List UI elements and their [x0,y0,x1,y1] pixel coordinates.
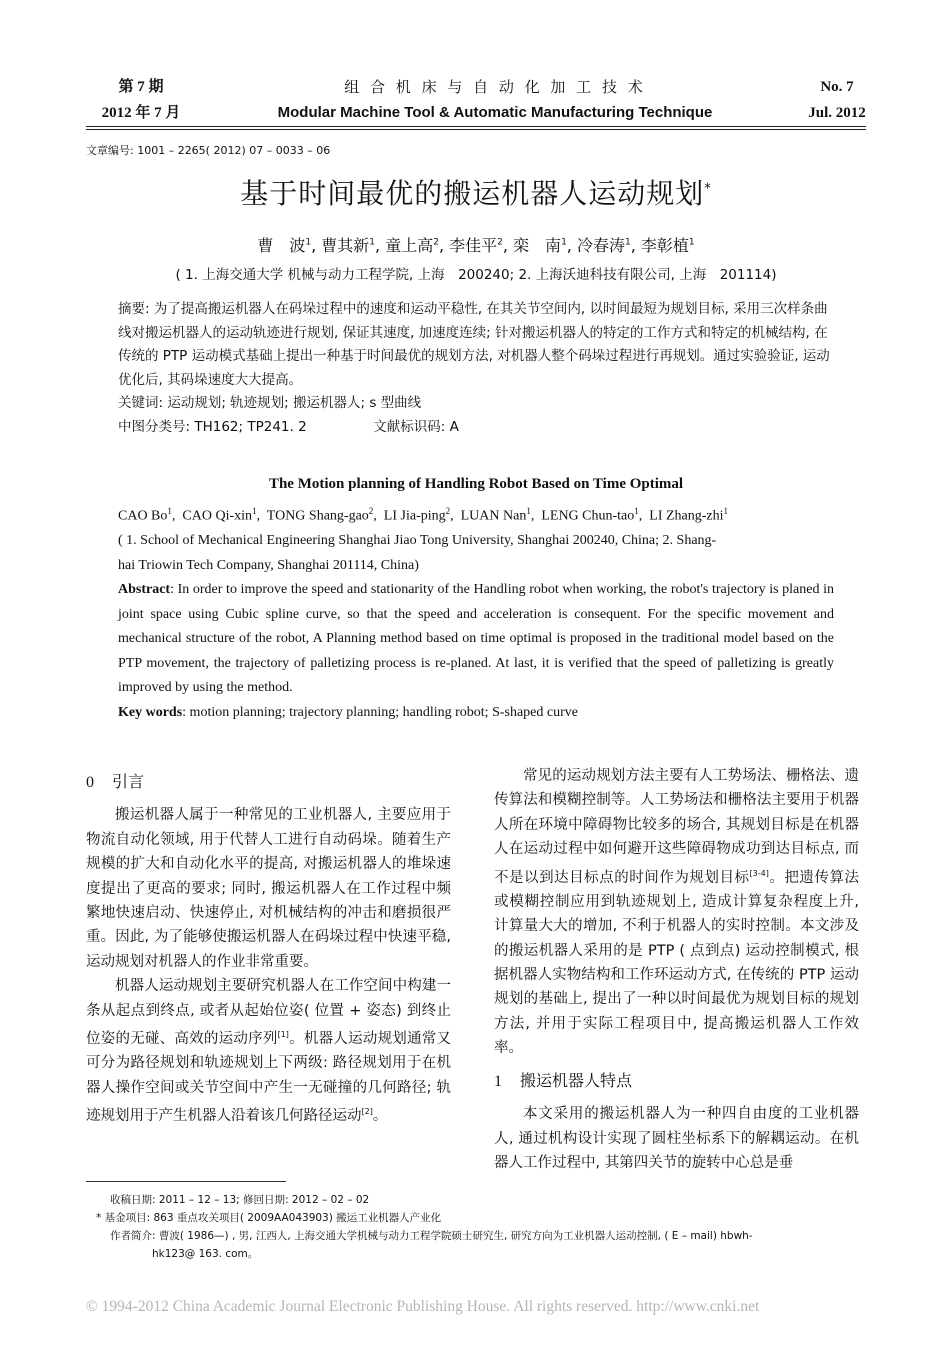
text: 常见的运动规划方法主要有人工势场法、栅格法、遗传算法和模糊控制等。人工势场法和栅格法主要用于机器人所在环境中障碍物比较多的场合, 其规划目标是在机器人在运动过程中如何避开这些障碍物成功到达目标点, 而不是以到达目标点的时间作为规划目标 [494,768,859,886]
author: 栾 南 [513,236,562,255]
paper-title-cn [86,172,866,212]
author-sup: 2 [497,237,503,248]
author-en-sup: 2 [368,506,374,516]
author-en-sup: 2 [445,506,451,516]
author-en-sup: 1 [167,506,172,516]
received-date: 收稿日期: 2011 – 12 – 13; 修回日期: 2012 – 02 – 02 [110,1194,370,1206]
header-center [200,74,790,126]
affiliation-cn: ( 1. 上海交通大学 机械与动力工程学院, 上海 200240; 2. 上海沃迪科技有限公司, 上海 201114) [175,267,777,283]
date-en: Jul. 2012 [808,105,866,121]
date-cn: 2012 年 7 月 [101,105,181,121]
author-en: LI Zhang-zhi [649,508,724,524]
citation: [1] [277,1030,289,1040]
left-column [86,768,451,1128]
abstract-en-block [118,499,834,725]
author-sup: 1 [369,237,376,248]
author-en: TONG Shang-gao [266,508,369,524]
affiliation-en-1: ( 1. School of Mechanical Engineering Shanghai Jiao Tong University, Shanghai 200240, China; 2. Shang- [118,533,717,549]
title-mark: * [704,181,712,197]
abstract-cn-block [118,298,834,440]
section-1-heading [494,1069,859,1094]
clc-number: 中图分类号: TH162; TP241. 2 [118,418,307,435]
author-en-sup: 1 [634,506,639,516]
title-text: 基于时间最优的搬运机器人运动规划 [240,177,705,210]
methods-paragraph [494,764,859,1061]
keywords-cn: 关键词: 运动规划; 轨迹规划; 搬运机器人; s 型曲线 [118,395,422,412]
section-1-paragraph: 本文采用的搬运机器人为一种四自由度的工业机器人, 通过机构设计实现了圆柱坐标系下的解耦运动。在机器人工作过程中, 其第四关节的旋转中心总是垂 [494,1106,859,1171]
document-code: 文献标识码: A [373,418,459,435]
header-rule-2 [86,129,866,130]
abstract-cn: 摘要: 为了提高搬运机器人在码垛过程中的速度和运动平稳性, 在其关节空间内, 以时间最短为规划目标, 采用三次样条曲线对搬运机器人的运动轨迹进行规划, 保证其速度, 加速度连续; 针对搬运机器人的特定的工作方式和特定的机械结构, 在传统的 PTP 运动模式基础上提出一种基于时间最优的规划方法, 对机器人整个码垛过程进行再规划。通过实验验证, 运动优化后, 其码垛速度大大提高。 [118,301,830,388]
citation: [2] [361,1107,373,1117]
copyright-watermark: © 1994-2012 China Academic Journal Electronic Publishing House. All rights reserved. http://www.cnki.net [86,1298,760,1315]
keywords-en-label: Key words [118,704,183,720]
author: 曹其新 [321,236,370,255]
author-en: LI Jia-ping [383,508,446,524]
footnotes [96,1191,876,1263]
author-email: hk123@ 163. com。 [152,1248,259,1260]
header-left [86,74,196,126]
paper-title-en: The Motion planning of Handling Robot Based on Time Optimal [268,476,684,492]
author: 曹 波 [257,236,306,255]
text: 。把遗传算法或模糊控制应用到轨迹规划上, 造成计算复杂程度上升, 计算量大大的增加, 不利于机器人的实时控制。本文涉及的搬运机器人采用的是 PTP ( 点到点) 运动控制模式, 根据机器人实物结构和工作环运动方式, 在传统的 PTP 运动规划的基础上, 提出了一种以时间最优为规划目标的规划方法, 并用于实际工程项目中, 提高搬运机器人工作效率。 [494,869,860,1057]
text: 。 [372,1107,388,1124]
intro-paragraph-2 [86,974,451,1128]
authors-cn: 曹 波$^1$, 曹其新$^1$, 童上高$^2$, 李佳平$^2$, 栾 南$^1$, 冷春涛$^1$, 李彰植$^1$ [257,236,695,255]
article-number: 文章编号: 1001 – 2265( 2012) 07 – 0033 – 06 [86,144,331,157]
abstract-en-label: Abstract [118,582,171,598]
header-rule [86,126,866,127]
author-en-sup: 1 [526,506,531,516]
author: 冷春涛 [576,236,625,255]
author: 李彰植 [640,236,689,255]
intro-paragraph-1: 搬运机器人属于一种常见的工业机器人, 主要应用于物流自动化领域, 用于代替人工进行自动码垛。随着生产规模的扩大和自动化水平的提高, 对搬运机器人的堆垛速度提出了更高的要求; 同时, 搬运机器人在工作过程中频繁地快速启动、快速停止, 对机械结构的冲击和磨损很严重。因此, 为了能够使搬运机器人在码垛过程中快速平稳, 运动规划对机器人的作业非常重要。 [86,807,451,970]
fund-note: * 基金项目: 863 重点攻关项目( 2009AA043903) 搬运工业机器人产业化 [96,1212,442,1224]
footnote-rule [86,1181,286,1182]
author-en: LUAN Nan [460,508,527,524]
issue-en: No. 7 [820,79,854,95]
section-title: 引言 [112,772,145,791]
abstract-en [118,578,834,701]
journal-title-en: Modular Machine Tool & Automatic Manufacturing Technique [277,104,713,121]
author-sup: 1 [624,237,631,248]
section-number: 0 [86,774,94,791]
classification-line [118,416,834,440]
authors-en: CAO Bo$^1$, CAO Qi-xin$^1$, TONG Shang-gao$^2$, LI Jia-ping$^2$, LUAN Nan$^1$, LENG Chun-tao$^1$, LI Zhang-zhi$^1$ [118,506,729,524]
author: 李佳平 [449,236,498,255]
author-en-sup: 1 [723,506,729,516]
header-right [792,74,882,126]
author-bio: 作者简介: 曹波( 1986—) , 男, 江西人, 上海交通大学机械与动力工程学院硕士研究生, 研究方向为工业机器人运动控制, ( E – mail) hbwh- [110,1230,753,1242]
section-title: 搬运机器人特点 [520,1070,633,1090]
abstract-en-text: : In order to improve the speed and stationarity of the Handling robot when working, the robot's trajectory is planed in joint space using Cubic spline curve, so that the speed and acceleration is consequent. For the specific movement and mechanical structure of the robot, A Planning method based on time optimal is proposed in the traditional model based on the PTP movement, the trajectory of palletizing process is re-planed. At last, it is verified that the speed of palletizing is greatly improved by using the method. [118,582,834,696]
section-0-heading [86,770,451,795]
author-en: CAO Qi-xin [182,508,253,524]
author-sup: 1 [688,237,695,248]
journal-title-cn: 组 合 机 床 与 自 动 化 加 工 技 术 [344,78,646,96]
author-sup: 1 [305,237,312,248]
citation: [3-4] [749,868,769,878]
author-en-sup: 1 [252,506,257,516]
author-en: LENG Chun-tao [541,508,635,524]
right-column [494,764,859,1175]
author-en: CAO Bo [118,508,168,524]
text: 机器人运动规划主要研究机器人在工作空间中构建一条从起点到终点, 或者从起始位姿( 位置 + 姿态) 到终止位姿的无碰、高效的运动序列 [86,978,451,1047]
issue-cn: 第 7 期 [118,79,164,95]
author-sup: 1 [561,237,567,248]
section-number: 1 [494,1072,502,1090]
author-sup: 2 [433,237,439,248]
keywords-en-text: : motion planning; trajectory planning; handling robot; S-shaped curve [182,704,578,720]
author: 童上高 [385,236,434,255]
affiliation-en-2: hai Triowin Tech Company, Shanghai 201114, China) [118,557,419,573]
text: 。机器人运动规划通常又可分为路径规划和轨迹规划上下两级: 路径规划用于在机器人操作空间或关节空间中产生一无碰撞的几何路径; 轨迹规划用于产生机器人沿着该几何路径运动 [86,1030,452,1124]
keywords-en [118,701,834,726]
